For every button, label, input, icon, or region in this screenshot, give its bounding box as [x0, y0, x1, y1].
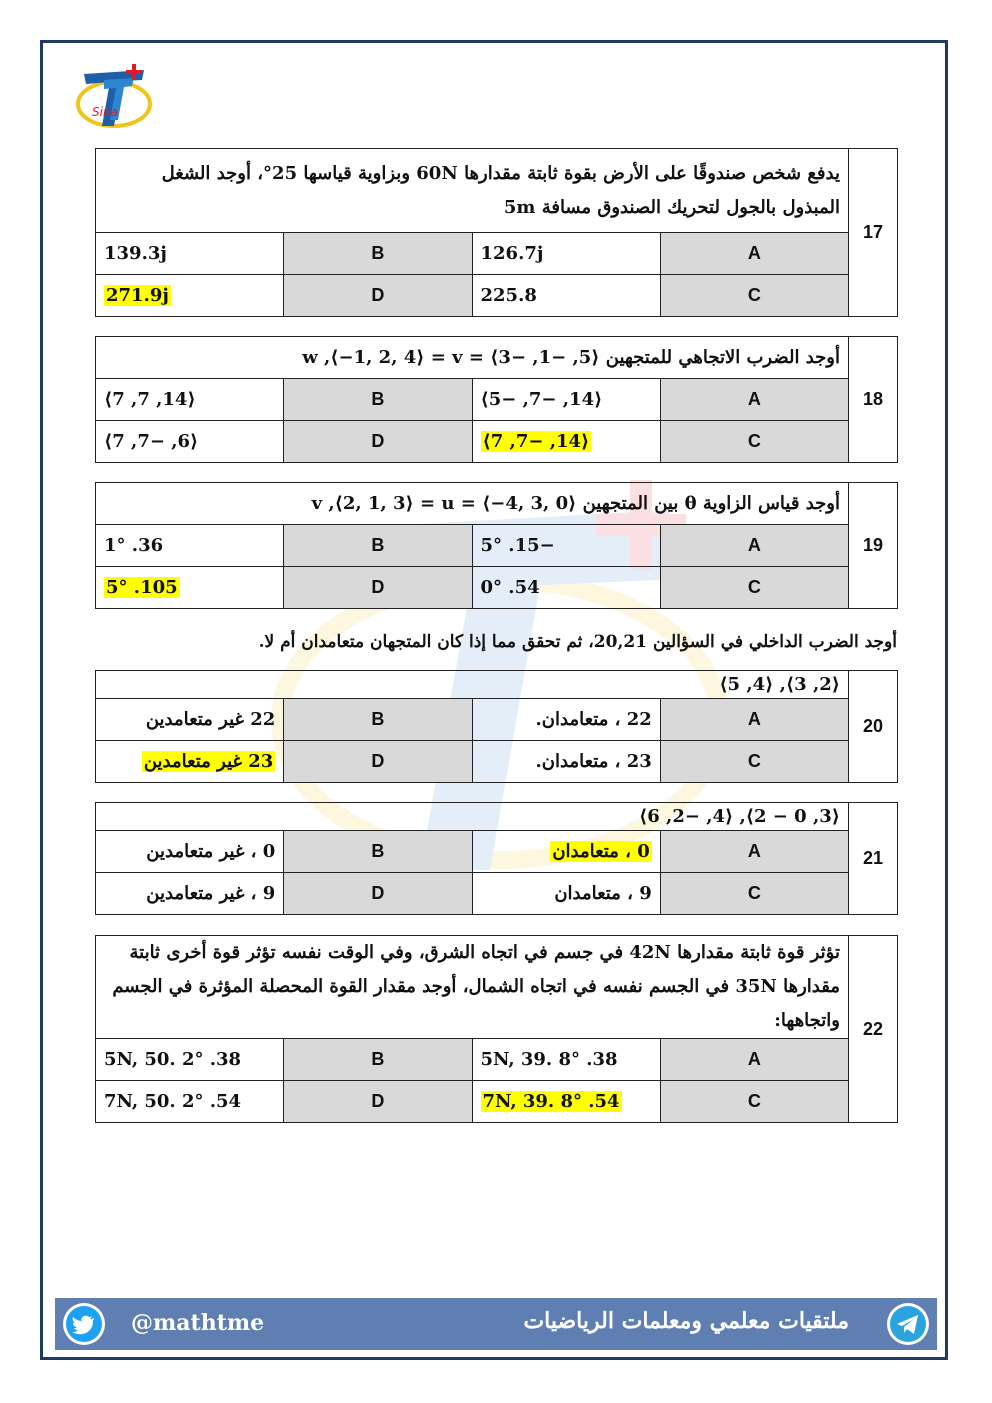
question-stem: أوجد الضرب الاتجاهي للمتجهين ⟨5, −1, −3⟩ = w ,⟨−1, 2, 4⟩ = v	[96, 337, 849, 379]
telegram-icon[interactable]	[887, 1303, 929, 1345]
question-20	[95, 670, 898, 783]
option-letter-b: B	[284, 379, 472, 421]
option-letter-d: D	[284, 275, 472, 317]
option-d[interactable]: 54. 7N, 50. 2°	[96, 1081, 284, 1123]
svg-text:Sina: Sina	[92, 105, 118, 119]
option-letter-d: D	[284, 873, 472, 915]
option-d[interactable]: 9 ، غير متعامدين	[96, 873, 284, 915]
option-letter-c: C	[660, 873, 848, 915]
question-22	[95, 935, 898, 1123]
question-number: 18	[849, 337, 898, 463]
option-c[interactable]: 9 ، متعامدان	[472, 873, 660, 915]
option-a[interactable]: −15. 5°	[472, 525, 660, 567]
option-a[interactable]: 38. 5N, 39. 8°	[472, 1039, 660, 1081]
option-letter-c: C	[660, 1081, 848, 1123]
question-stem: ⟨3, 0 − 2⟩, ⟨4, −2, 6⟩	[96, 803, 849, 831]
option-b[interactable]: ⟨14, 7, 7⟩	[96, 379, 284, 421]
option-c[interactable]	[472, 1081, 660, 1123]
answer-highlight: 0 ، متعامدان	[552, 841, 650, 862]
footer-handle[interactable]: @mathtme	[131, 1310, 265, 1336]
option-d[interactable]	[96, 567, 284, 609]
question-stem: تؤثر قوة ثابتة مقدارها 42N في جسم في اتجاه الشرق، وفي الوقت نفسه تؤثر قوة أخرى ثابتة مقدارها 35N في الجسم نفسه في اتجاه الشمال، أوجد مقدار القوة المحصلة المؤثرة في الجسم واتجاهها:	[96, 936, 849, 1039]
option-letter-b: B	[284, 831, 472, 873]
option-letter-a: A	[660, 699, 848, 741]
question-number: 19	[849, 483, 898, 609]
option-b[interactable]: 36. 1°	[96, 525, 284, 567]
question-stem: ⟨2, 3⟩, ⟨4, 5⟩	[96, 671, 849, 699]
answer-highlight: 271.9j	[106, 285, 169, 306]
question-number: 17	[849, 149, 898, 317]
option-a[interactable]: ⟨14, −7, −5⟩	[472, 379, 660, 421]
option-c[interactable]: 54. 0°	[472, 567, 660, 609]
option-letter-a: A	[660, 1039, 848, 1081]
option-d[interactable]: ⟨6, −7, 7⟩	[96, 421, 284, 463]
option-letter-b: B	[284, 1039, 472, 1081]
option-letter-d: D	[284, 1081, 472, 1123]
option-b[interactable]: 0 ، غير متعامدين	[96, 831, 284, 873]
question-number: 21	[849, 803, 898, 915]
option-b[interactable]: 22 غير متعامدين	[96, 699, 284, 741]
option-letter-b: B	[284, 525, 472, 567]
option-letter-b: B	[284, 233, 472, 275]
question-19	[95, 482, 898, 609]
option-a[interactable]: 126.7j	[472, 233, 660, 275]
footer-title: ملتقيات معلمي ومعلمات الرياضيات	[523, 1308, 849, 1334]
option-letter-a: A	[660, 379, 848, 421]
question-number: 20	[849, 671, 898, 783]
option-letter-a: A	[660, 525, 848, 567]
option-c[interactable]: 23 ، متعامدان.	[472, 741, 660, 783]
option-letter-c: C	[660, 741, 848, 783]
option-a[interactable]: 22 ، متعامدان.	[472, 699, 660, 741]
answer-highlight: 105. 5°	[106, 577, 178, 598]
question-21	[95, 802, 898, 915]
option-letter-d: D	[284, 567, 472, 609]
answer-highlight: 23 غير متعامدين	[143, 751, 274, 772]
option-letter-d: D	[284, 741, 472, 783]
option-letter-b: B	[284, 699, 472, 741]
option-letter-a: A	[660, 831, 848, 873]
option-letter-c: C	[660, 275, 848, 317]
question-17	[95, 148, 898, 317]
logo	[74, 60, 170, 132]
option-letter-d: D	[284, 421, 472, 463]
option-a[interactable]	[472, 831, 660, 873]
option-letter-c: C	[660, 567, 848, 609]
option-letter-c: C	[660, 421, 848, 463]
question-number: 22	[849, 936, 898, 1123]
answer-highlight: 54. 7N, 39. 8°	[482, 1091, 620, 1112]
answer-highlight: ⟨14, −7, 7⟩	[482, 431, 590, 452]
option-c[interactable]	[472, 421, 660, 463]
instruction-text: أوجد الضرب الداخلي في السؤالين 20,21، ثم تحقق مما إذا كان المتجهان متعامدان أم لا.	[258, 632, 897, 652]
question-18	[95, 336, 898, 463]
option-d[interactable]	[96, 275, 284, 317]
twitter-icon[interactable]	[63, 1303, 105, 1345]
question-stem: أوجد قياس الزاوية θ بين المتجهين ⟨0 ,3 ,4−⟩ = v ,⟨2, 1, 3⟩ = u	[96, 483, 849, 525]
question-stem: يدفع شخص صندوقًا على الأرض بقوة ثابتة مقدارها 60N وبزاوية قياسها 25°، أوجد الشغل المبذول بالجول لتحريك الصندوق مسافة 5m	[96, 149, 849, 233]
option-c[interactable]: 225.8	[472, 275, 660, 317]
option-d[interactable]	[96, 741, 284, 783]
footer-bar	[55, 1298, 937, 1350]
option-b[interactable]: 38. 5N, 50. 2°	[96, 1039, 284, 1081]
option-letter-a: A	[660, 233, 848, 275]
option-b[interactable]: 139.3j	[96, 233, 284, 275]
